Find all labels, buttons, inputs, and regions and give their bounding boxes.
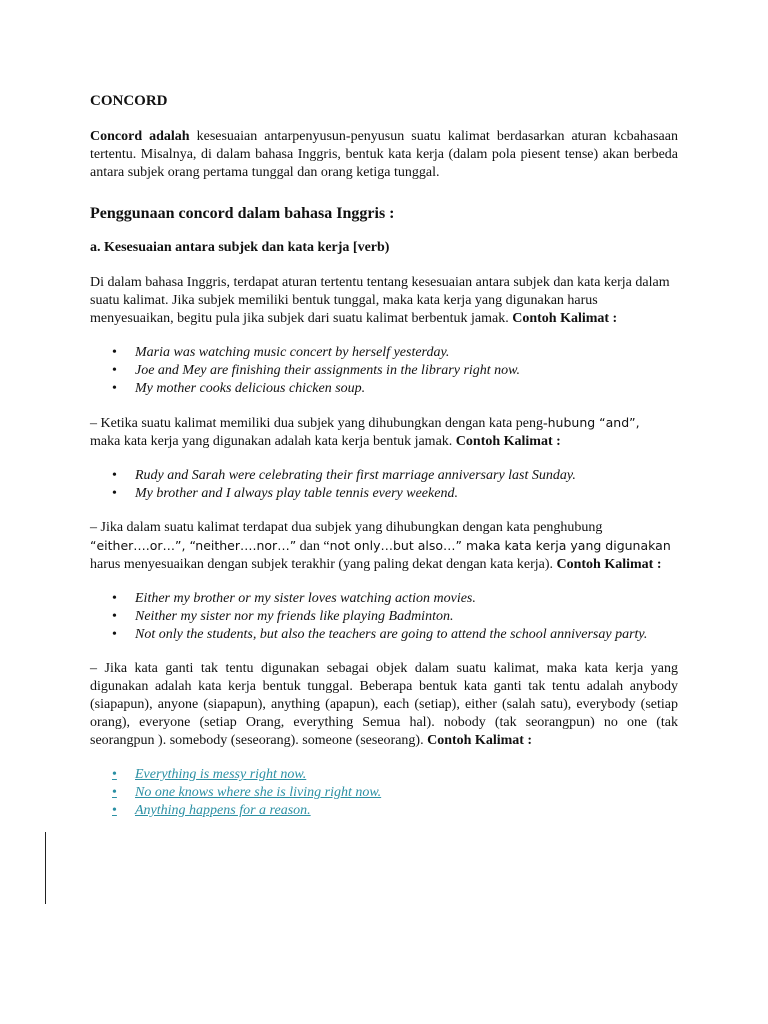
paragraph-3-line-1: – Jika dalam suatu kalimat terdapat dua subjek yang dihubungkan dengan kata penghubung [90, 520, 603, 535]
subheading-a: a. Kesesuaian antara subjek dan kata kerja [verb) [90, 240, 390, 255]
paragraph-3-conjunctions-2: not only…but also…” maka kata kerja yang digunakan [329, 538, 671, 553]
paragraph-1-example-label: Contoh Kalimat : [512, 311, 618, 326]
bullet-icon: • [112, 609, 117, 624]
list-item [90, 590, 678, 608]
margin-change-bar [45, 832, 46, 904]
paragraph-1-text: Di dalam bahasa Inggris, terdapat aturan tertentu tentang kesesuaian antara subjek dan kata kerja dalam suatu kalimat. Jika subjek memiliki bentuk tunggal, maka kata kerja yang digunakan harus menyesuaikan, begitu pula jika subjek dari suatu kalimat berbentuk jamak. [90, 275, 670, 326]
paragraph-2 [90, 414, 678, 451]
bullet-icon: • [112, 363, 117, 378]
paragraph-3 [90, 519, 678, 574]
hyperlink-list-item[interactable] [90, 766, 678, 784]
example-list-4 [90, 766, 678, 820]
list-item-text: My brother and I always play table tennis every weekend. [135, 486, 458, 501]
paragraph-4-example-label: Contoh Kalimat : [427, 733, 533, 748]
list-item-text: Not only the students, but also the teachers are going to attend the school anniversay party. [135, 627, 648, 642]
bullet-icon: • [112, 767, 117, 782]
paragraph-3-dan: dan “ [296, 539, 330, 554]
hyperlink-text[interactable]: Anything happens for a reason. [135, 803, 311, 818]
list-item [90, 344, 678, 362]
paragraph-1 [90, 274, 678, 328]
document-title: CONCORD [90, 93, 168, 109]
list-item [90, 485, 678, 503]
paragraph-2-text: – Ketika suatu kalimat memiliki dua subjek yang dihubungkan dengan kata peng- [90, 416, 548, 431]
list-item-text: My mother cooks delicious chicken soup. [135, 381, 366, 396]
hyperlink-text[interactable]: Everything is messy right now. [135, 767, 307, 782]
paragraph-2-example-label: Contoh Kalimat : [455, 434, 561, 449]
paragraph-4-text: – Jika kata ganti tak tentu digunakan sebagai objek dalam suatu kalimat, maka kata kerja yang digunakan adalah kata kerja bentuk tunggal. Beberapa bentuk kata ganti tak tentu adalah anybody (siapapun), anyone (siapapun), anything (apapun), each (setiap), either (salah satu), everybody (setiap orang), everyone (setiap Orang, everything Semua hal). nobody (tak seorangpun) no one (tak seorangpun ). somebody (seseorang). someone (seseorang). [90, 661, 678, 748]
bullet-icon: • [112, 591, 117, 606]
list-item-text: Maria was watching music concert by herself yesterday. [135, 345, 450, 360]
hyperlink-list-item[interactable] [90, 784, 678, 802]
hyperlink-text[interactable]: No one knows where she is living right now. [135, 785, 382, 800]
section-heading: Penggunaan concord dalam bahasa Inggris : [90, 205, 395, 222]
paragraph-3-line-3: harus menyesuaikan dengan subjek terakhir (yang paling dekat dengan kata kerja). [90, 557, 557, 572]
document-page [90, 92, 678, 820]
bullet-icon: • [112, 486, 117, 501]
list-item [90, 626, 678, 644]
intro-lead: Concord adalah [90, 129, 190, 144]
bullet-icon: • [112, 785, 117, 800]
list-item-text: Either my brother or my sister loves watching action movies. [135, 591, 476, 606]
list-item-text: Joe and Mey are finishing their assignments in the library right now. [135, 363, 520, 378]
bullet-icon: • [112, 345, 117, 360]
intro-text: kesesuaian antarpenyusun-penyusun suatu kalimat berdasarkan aturan kcbahasaan tertentu. Misalnya, di dalam bahasa Inggris, bentuk kata kerja (dalam pola piesent tense) akan berbeda antara subjek orang pertama tunggal dan orang ketiga tunggal. [90, 129, 678, 180]
list-item [90, 362, 678, 380]
paragraph-2-conjunction: hubung “and”, [547, 415, 640, 430]
list-item [90, 608, 678, 626]
example-list-1 [90, 344, 678, 398]
example-list-2 [90, 467, 678, 503]
list-item-text: Rudy and Sarah were celebrating their first marriage anniversary last Sunday. [135, 468, 576, 483]
paragraph-3-example-label: Contoh Kalimat : [556, 557, 662, 572]
bullet-icon: • [112, 381, 117, 396]
list-item [90, 467, 678, 485]
paragraph-3-conjunctions: “either….or…”, “neither….nor…” [90, 538, 297, 553]
example-list-3 [90, 590, 678, 644]
bullet-icon: • [112, 803, 117, 818]
list-item [90, 380, 678, 398]
list-item-text: Neither my sister nor my friends like playing Badminton. [135, 609, 454, 624]
hyperlink-list-item[interactable] [90, 802, 678, 820]
paragraph-4 [90, 660, 678, 750]
bullet-icon: • [112, 627, 117, 642]
paragraph-2-text-cont: maka kata kerja yang digunakan adalah kata kerja bentuk jamak. [90, 434, 456, 449]
intro-paragraph [90, 128, 678, 182]
bullet-icon: • [112, 468, 117, 483]
